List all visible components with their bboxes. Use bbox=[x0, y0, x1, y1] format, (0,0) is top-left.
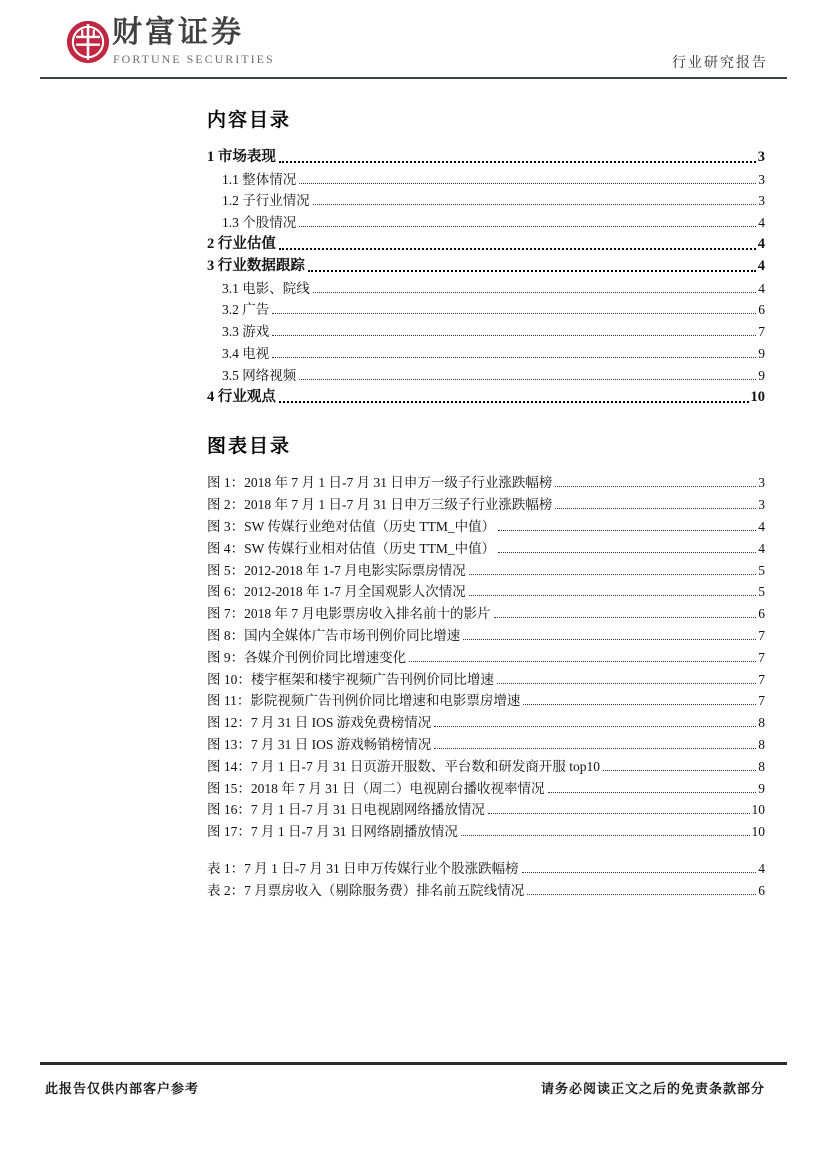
figure-entry[interactable] bbox=[207, 491, 765, 513]
toc-entry[interactable] bbox=[207, 144, 765, 166]
dot-leader bbox=[279, 161, 756, 163]
page-number: 7 bbox=[758, 649, 765, 665]
toc-list bbox=[207, 144, 765, 406]
footer-disclaimer-left: 此报告仅供内部客户参考 bbox=[45, 1081, 200, 1096]
page-number: 3 bbox=[758, 193, 765, 209]
table-entry[interactable] bbox=[207, 877, 765, 899]
figure-entry[interactable] bbox=[207, 731, 765, 753]
page-number: 4 bbox=[757, 257, 765, 274]
page-number: 3 bbox=[757, 148, 765, 165]
toc-entry-label: 3.2 广告 bbox=[222, 302, 270, 318]
toc-entry-label: 4 行业观点 bbox=[207, 388, 276, 405]
toc-entry[interactable] bbox=[207, 188, 765, 210]
page-number: 4 bbox=[758, 518, 765, 534]
page-number: 4 bbox=[758, 540, 765, 556]
dot-leader bbox=[523, 704, 756, 705]
page-number: 5 bbox=[758, 584, 765, 600]
page-number: 8 bbox=[758, 758, 765, 774]
table-of-contents bbox=[207, 108, 765, 899]
dot-leader bbox=[313, 204, 757, 205]
toc-entry-label: 2 行业估值 bbox=[207, 235, 276, 252]
page-number: 4 bbox=[757, 235, 765, 252]
figure-entry[interactable] bbox=[207, 622, 765, 644]
figure-entry-label: 图 10：楼宇框架和楼宇视频广告刊例价同比增速 bbox=[207, 671, 494, 687]
dot-leader bbox=[272, 313, 756, 314]
toc-entry[interactable] bbox=[207, 362, 765, 384]
figure-entry[interactable] bbox=[207, 709, 765, 731]
figure-entry[interactable] bbox=[207, 797, 765, 819]
figure-entry-label: 图 12：7 月 31 日 IOS 游戏免费榜情况 bbox=[207, 715, 432, 731]
figure-entry-label: 图 16：7 月 1 日-7 月 31 日电视剧网络播放情况 bbox=[207, 802, 485, 818]
figure-entry-label: 图 5：2012-2018 年 1-7 月电影实际票房情况 bbox=[207, 562, 466, 578]
page-number: 6 bbox=[758, 882, 765, 898]
toc-entry[interactable] bbox=[207, 340, 765, 362]
figure-entry-label: 图 17：7 月 1 日-7 月 31 日网络剧播放情况 bbox=[207, 824, 458, 840]
dot-leader bbox=[555, 508, 756, 509]
dot-leader bbox=[469, 574, 757, 575]
toc-entry[interactable] bbox=[207, 384, 765, 406]
brand-name-en: FORTUNE SECURITIES bbox=[113, 52, 275, 66]
dot-leader bbox=[548, 792, 757, 793]
dot-leader bbox=[434, 748, 756, 749]
page-number: 10 bbox=[751, 802, 765, 818]
page-number: 7 bbox=[758, 693, 765, 709]
figure-entry[interactable] bbox=[207, 535, 765, 557]
table-entry[interactable] bbox=[207, 855, 765, 877]
toc-entry-label: 3.3 游戏 bbox=[222, 324, 270, 340]
figure-entry[interactable] bbox=[207, 644, 765, 666]
figure-entry-label: 图 13：7 月 31 日 IOS 游戏畅销榜情况 bbox=[207, 736, 432, 752]
page-number: 4 bbox=[758, 860, 765, 876]
figure-entry-label: 图 9：各媒介刊例价同比增速变化 bbox=[207, 649, 407, 665]
page-number: 10 bbox=[751, 824, 765, 840]
dot-leader bbox=[279, 248, 756, 250]
dot-leader bbox=[469, 595, 757, 596]
header-divider bbox=[40, 77, 787, 79]
figure-entry[interactable] bbox=[207, 818, 765, 840]
figure-entry[interactable] bbox=[207, 666, 765, 688]
dot-leader bbox=[299, 379, 756, 380]
dot-leader bbox=[494, 617, 757, 618]
dot-leader bbox=[555, 486, 756, 487]
dot-leader bbox=[488, 813, 750, 814]
toc-entry-label: 3.5 网络视频 bbox=[222, 367, 297, 383]
dot-leader bbox=[522, 872, 757, 873]
page-number: 3 bbox=[758, 497, 765, 513]
footer-divider bbox=[40, 1062, 787, 1065]
dot-leader bbox=[313, 292, 757, 293]
toc-entry-label: 3 行业数据跟踪 bbox=[207, 257, 305, 274]
toc-entry[interactable] bbox=[207, 318, 765, 340]
figure-entry[interactable] bbox=[207, 775, 765, 797]
page-number: 10 bbox=[750, 388, 765, 405]
table-entry-label: 表 2：7 月票房收入（剔除服务费）排名前五院线情况 bbox=[207, 882, 525, 898]
dot-leader bbox=[272, 357, 756, 358]
dot-leader bbox=[279, 401, 749, 403]
page-number: 7 bbox=[758, 324, 765, 340]
table-entry-label: 表 1：7 月 1 日-7 月 31 日申万传媒行业个股涨跌幅榜 bbox=[207, 860, 519, 876]
dot-leader bbox=[409, 661, 756, 662]
page-number: 6 bbox=[758, 302, 765, 318]
toc-entry-label: 3.4 电视 bbox=[222, 345, 270, 361]
page-number: 3 bbox=[758, 171, 765, 187]
report-type-label: 行业研究报告 bbox=[672, 56, 768, 71]
toc-entry[interactable] bbox=[207, 209, 765, 231]
figure-entry[interactable] bbox=[207, 688, 765, 710]
figure-entry-label: 图 1：2018 年 7 月 1 日-7 月 31 日申万一级子行业涨跌幅榜 bbox=[207, 475, 553, 491]
toc-entry[interactable] bbox=[207, 297, 765, 319]
page-number: 3 bbox=[758, 475, 765, 491]
spacer bbox=[207, 840, 765, 855]
dot-leader bbox=[463, 639, 756, 640]
toc-entry-label: 1.2 子行业情况 bbox=[222, 193, 310, 209]
toc-entry[interactable] bbox=[207, 166, 765, 188]
dot-leader bbox=[308, 270, 756, 272]
figure-entry[interactable] bbox=[207, 753, 765, 775]
figure-entry[interactable] bbox=[207, 557, 765, 579]
figure-entry-label: 图 4：SW 传媒行业相对估值（历史 TTM_中值） bbox=[207, 540, 496, 556]
figures-title: 图表目录 bbox=[207, 435, 292, 457]
figure-entry[interactable] bbox=[207, 470, 765, 492]
page-number: 9 bbox=[758, 367, 765, 383]
figure-entry[interactable] bbox=[207, 579, 765, 601]
table-list bbox=[207, 855, 765, 899]
figure-entry-label: 图 15：2018 年 7 月 31 日（周二）电视剧台播收视率情况 bbox=[207, 780, 545, 796]
page-number: 8 bbox=[758, 715, 765, 731]
figure-entry-label: 图 7：2018 年 7 月电影票房收入排名前十的影片 bbox=[207, 606, 491, 622]
fortune-securities-logo-icon bbox=[66, 20, 110, 64]
dot-leader bbox=[272, 335, 756, 336]
figure-list bbox=[207, 470, 765, 841]
figure-entry[interactable] bbox=[207, 513, 765, 535]
figure-entry[interactable] bbox=[207, 600, 765, 622]
toc-entry-label: 1 市场表现 bbox=[207, 148, 276, 165]
page-number: 6 bbox=[758, 606, 765, 622]
toc-entry-label: 1.3 个股情况 bbox=[222, 215, 297, 231]
figure-entry-label: 图 8：国内全媒体广告市场刊例价同比增速 bbox=[207, 627, 461, 643]
page-number: 7 bbox=[758, 671, 765, 687]
toc-entry[interactable] bbox=[207, 275, 765, 297]
page-number: 9 bbox=[758, 345, 765, 361]
dot-leader bbox=[299, 183, 756, 184]
footer-disclaimer-right: 请务必阅读正文之后的免责条款部分 bbox=[540, 1081, 765, 1096]
figure-entry-label: 图 2：2018 年 7 月 1 日-7 月 31 日申万三级子行业涨跌幅榜 bbox=[207, 497, 553, 513]
figure-entry-label: 图 11：影院视频广告刊例价同比增速和电影票房增速 bbox=[207, 693, 521, 709]
dot-leader bbox=[434, 726, 756, 727]
page-number: 5 bbox=[758, 562, 765, 578]
dot-leader bbox=[498, 530, 756, 531]
brand-name-cn: 财富证券 bbox=[112, 16, 244, 49]
dot-leader bbox=[498, 552, 756, 553]
dot-leader bbox=[299, 226, 756, 227]
dot-leader bbox=[461, 835, 750, 836]
page-number: 4 bbox=[758, 215, 765, 231]
toc-entry[interactable] bbox=[207, 253, 765, 275]
dot-leader bbox=[497, 683, 756, 684]
toc-entry[interactable] bbox=[207, 231, 765, 253]
toc-entry-label: 1.1 整体情况 bbox=[222, 171, 297, 187]
page-number: 9 bbox=[758, 780, 765, 796]
page-number: 4 bbox=[758, 280, 765, 296]
page-number: 7 bbox=[758, 627, 765, 643]
toc-entry-label: 3.1 电影、院线 bbox=[222, 280, 310, 296]
figure-entry-label: 图 3：SW 传媒行业绝对估值（历史 TTM_中值） bbox=[207, 518, 496, 534]
figure-entry-label: 图 14：7 月 1 日-7 月 31 日页游开服数、平台数和研发商开服 top10 bbox=[207, 758, 600, 774]
dot-leader bbox=[527, 894, 756, 895]
toc-title: 内容目录 bbox=[207, 110, 292, 131]
figure-entry-label: 图 6：2012-2018 年 1-7 月全国观影人次情况 bbox=[207, 584, 466, 600]
dot-leader bbox=[603, 770, 756, 771]
page-number: 8 bbox=[758, 736, 765, 752]
